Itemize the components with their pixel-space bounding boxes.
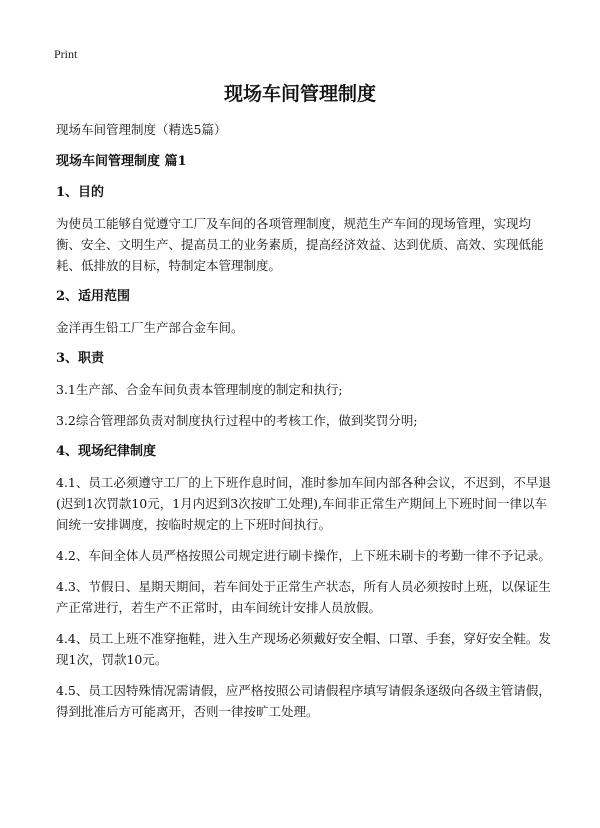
section-paragraph: 4.5、员工因特殊情况需请假，应严格按照公司请假程序填写请假条逐级向各级主管请假，得到批准后方可能离开，否则一律按旷工处理。 bbox=[56, 683, 551, 719]
section-heading-discipline: 4、现场纪律制度 bbox=[56, 444, 157, 459]
section-paragraph: 为使员工能够自觉遵守工厂及车间的各项管理制度，规范生产车间的现场管理，实现均衡、安全、文明生产、提高员工的业务素质，提高经济效益、达到优质、高效、实现低能耗、低排放的目标，特制定本管理制度。 bbox=[56, 216, 544, 273]
section-paragraph: 4.1、员工必须遵守工厂的上下班作息时间，准时参加车间内部各种会议，不迟到，不早退(迟到1次罚款10元，1月内迟到3次按旷工处理),车间非正常生产期间上下班时间一律以车间统一安排调度，按临时规定的上下班时间执行。 bbox=[56, 475, 551, 532]
document-subtitle: 现场车间管理制度（精选5篇） bbox=[56, 122, 227, 137]
section-paragraph: 4.3、节假日、星期天期间，若车间处于正常生产状态，所有人员必须按时上班，以保证生产正常进行，若生产不正常时，由车间统计安排人员放假。 bbox=[56, 579, 551, 615]
document-body bbox=[56, 119, 552, 732]
section-heading-scope: 2、适用范围 bbox=[56, 289, 131, 304]
part-title: 现场车间管理制度 篇1 bbox=[56, 154, 187, 169]
section-paragraph: 金洋再生铅工厂生产部合金车间。 bbox=[56, 320, 244, 335]
section-heading-purpose: 1、目的 bbox=[56, 185, 105, 200]
document-title: 现场车间管理制度 bbox=[223, 83, 376, 105]
section-heading-duties: 3、职责 bbox=[56, 351, 105, 366]
section-paragraph: 3.1生产部、合金车间负责本管理制度的制定和执行; bbox=[56, 382, 343, 397]
section-paragraph: 3.2综合管理部负责对制度执行过程中的考核工作，做到奖罚分明; bbox=[56, 413, 418, 428]
section-paragraph: 4.2、车间全体人员严格按照公司规定进行刷卡操作，上下班未刷卡的考勤一律不予记录。 bbox=[56, 548, 551, 563]
section-paragraph: 4.4、员工上班不准穿拖鞋，进入生产现场必须戴好安全帽、口罩、手套，穿好安全鞋。发现1次，罚款10元。 bbox=[56, 631, 551, 667]
print-label: Print bbox=[54, 47, 78, 61]
